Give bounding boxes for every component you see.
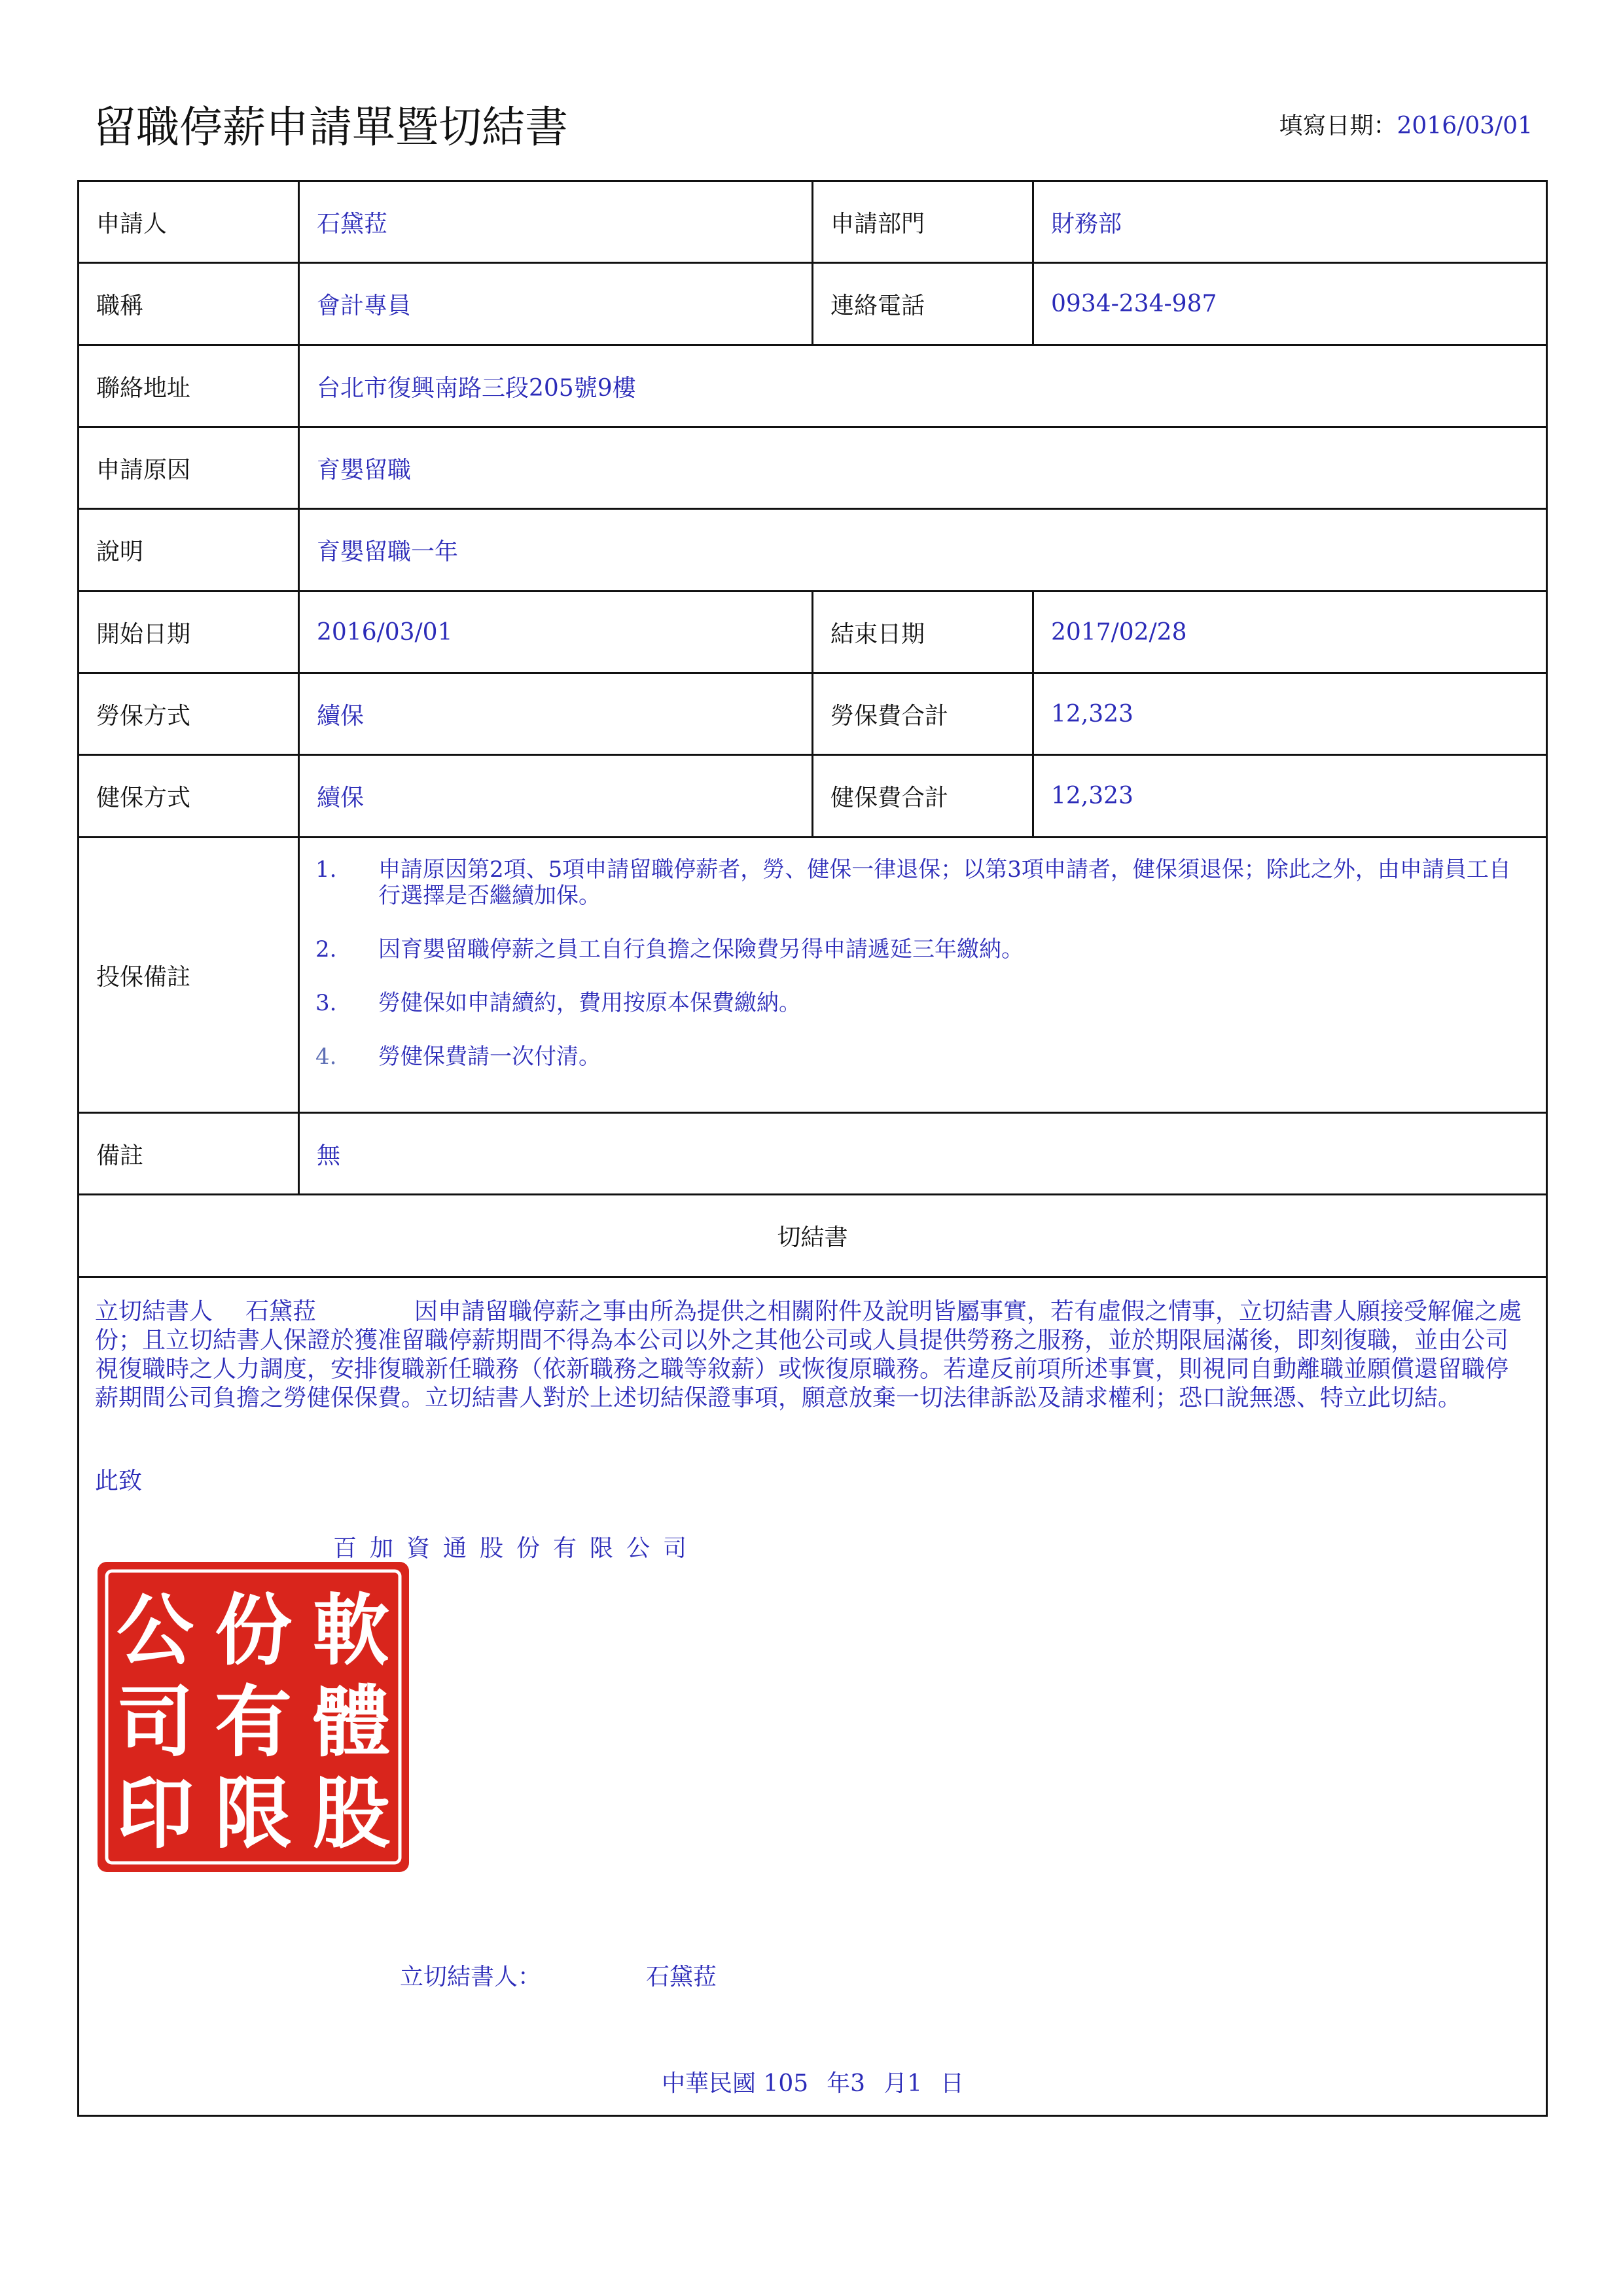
row-description (79, 510, 1546, 592)
row-address (79, 346, 1546, 428)
seal-char: 軟 (312, 1585, 391, 1676)
salutation: 此致 (95, 1468, 143, 1494)
row-health-insurance (79, 756, 1546, 838)
note-text: 勞健保如申請續約，費用按原本保費繳納。 (378, 990, 801, 1016)
health-method-label: 健保方式 (79, 756, 300, 836)
reason-value[interactable]: 育嬰留職 (317, 456, 412, 484)
note-number: 3. (315, 990, 337, 1016)
fill-date-value: 2016/03/01 (1397, 113, 1533, 139)
seal-char: 公 (116, 1585, 194, 1676)
health-method-value[interactable]: 續保 (300, 756, 813, 836)
row-applicant (79, 182, 1546, 264)
date-day: 日 (940, 2070, 964, 2097)
fill-date (1279, 110, 1533, 143)
job-title-label: 職稱 (79, 264, 300, 344)
note-item (315, 990, 1530, 1016)
note-text: 勞健保費請一次付清。 (378, 1044, 601, 1070)
seal-char: 印 (116, 1768, 194, 1859)
job-title-value[interactable]: 會計專員 (300, 264, 813, 344)
labor-method-label: 勞保方式 (79, 674, 300, 754)
address-label: 聯絡地址 (79, 346, 300, 426)
seal-char: 有 (214, 1676, 293, 1767)
seal-char: 司 (116, 1676, 194, 1767)
seal-char: 體 (312, 1676, 391, 1767)
fill-date-label: 填寫日期： (1279, 113, 1397, 139)
note-number: 4. (315, 1044, 337, 1070)
date-month: 月1 (883, 2070, 922, 2097)
department-value[interactable]: 財務部 (1051, 210, 1122, 238)
application-form (77, 180, 1548, 2117)
note-number: 2. (315, 936, 337, 963)
phone-label: 連絡電話 (813, 264, 1034, 344)
labor-method-value[interactable]: 續保 (300, 674, 813, 754)
applicant-label: 申請人 (79, 182, 300, 262)
company-name: 百加資通股份有限公司 (333, 1535, 700, 1562)
note-item (315, 1044, 1530, 1070)
row-dates (79, 592, 1546, 674)
seal-char: 份 (214, 1585, 293, 1676)
end-date-value[interactable]: 2017/02/28 (1051, 618, 1187, 646)
affidavit-intro-label: 立切結書人 (95, 1298, 213, 1325)
health-total-label: 健保費合計 (813, 756, 1034, 836)
affidavit-body (95, 1298, 1530, 1413)
labor-total-value[interactable]: 12,323 (1051, 700, 1133, 728)
date-era: 中華民國 105 (662, 2070, 809, 2097)
health-total-value[interactable]: 12,323 (1051, 783, 1133, 809)
description-value[interactable]: 育嬰留職一年 (317, 539, 459, 565)
note-text: 因育嬰留職停薪之員工自行負擔之保險費另得申請遞延三年繳納。 (378, 936, 1024, 963)
row-reason (79, 428, 1546, 510)
applicant-value[interactable]: 石黛菈 (300, 182, 813, 262)
row-remarks (79, 1114, 1546, 1195)
company-seal-stamp (95, 1559, 412, 1875)
seal-char: 股 (312, 1768, 391, 1859)
insurance-notes-list (300, 838, 1546, 1112)
labor-total-label: 勞保費合計 (813, 674, 1034, 754)
insurance-notes-label: 投保備註 (79, 838, 300, 1112)
row-labor-insurance (79, 674, 1546, 756)
start-date-value[interactable]: 2016/03/01 (300, 592, 813, 672)
date-year: 年3 (827, 2070, 866, 2097)
remarks-value[interactable]: 無 (317, 1142, 341, 1169)
affidavit-text: 因申請留職停薪之事由所為提供之相關附件及說明皆屬事實，若有虛假之情事，立切結書人願接受解僱之處份；且立切結書人保證於獲准留職停薪期間不得為本公司以外之其他公司或人員提供勞務之服務，並於期限屆滿後，即刻復職，並由公司視復職時之人力調度，安排復職新任職務（依新職務之職等敘薪）或恢復原職務。若違反前項所述事實，則視同自動離職並願償還留職停薪期間公司負擔之勞健保保費。立切結書人對於上述切結保證事項，願意放棄一切法律訴訟及請求權利；恐口說無憑、特立此切結。 (95, 1298, 1522, 1411)
remarks-label: 備註 (79, 1114, 300, 1193)
note-number: 1. (315, 857, 337, 883)
start-date-label: 開始日期 (79, 592, 300, 672)
seal-char: 限 (214, 1768, 293, 1859)
form-title: 留職停薪申請單暨切結書 (93, 102, 568, 152)
signature-line (400, 1958, 717, 1992)
affidavit-heading: 切結書 (777, 1224, 848, 1251)
end-date-label: 結束日期 (813, 592, 1034, 672)
row-affidavit-heading (79, 1195, 1546, 1278)
row-insurance-notes (79, 838, 1546, 1114)
phone-value[interactable]: 0934-234-987 (1051, 291, 1217, 317)
row-job-title (79, 264, 1546, 346)
note-item (315, 857, 1530, 909)
signer-label: 立切結書人： (400, 1964, 542, 1990)
signer-name[interactable]: 石黛菈 (646, 1964, 717, 1990)
note-item (315, 936, 1530, 963)
note-text: 申請原因第2項、5項申請留職停薪者，勞、健保一律退保；以第3項申請者，健保須退保；除此之外，由申請員工自行選擇是否繼續加保。 (378, 857, 1511, 909)
reason-label: 申請原因 (79, 428, 300, 508)
sign-date (662, 2065, 982, 2098)
department-label: 申請部門 (813, 182, 1034, 262)
affidavit-intro-name: 石黛菈 (245, 1298, 317, 1325)
description-label: 說明 (79, 510, 300, 590)
address-value[interactable]: 台北市復興南路三段205號9樓 (317, 374, 636, 402)
